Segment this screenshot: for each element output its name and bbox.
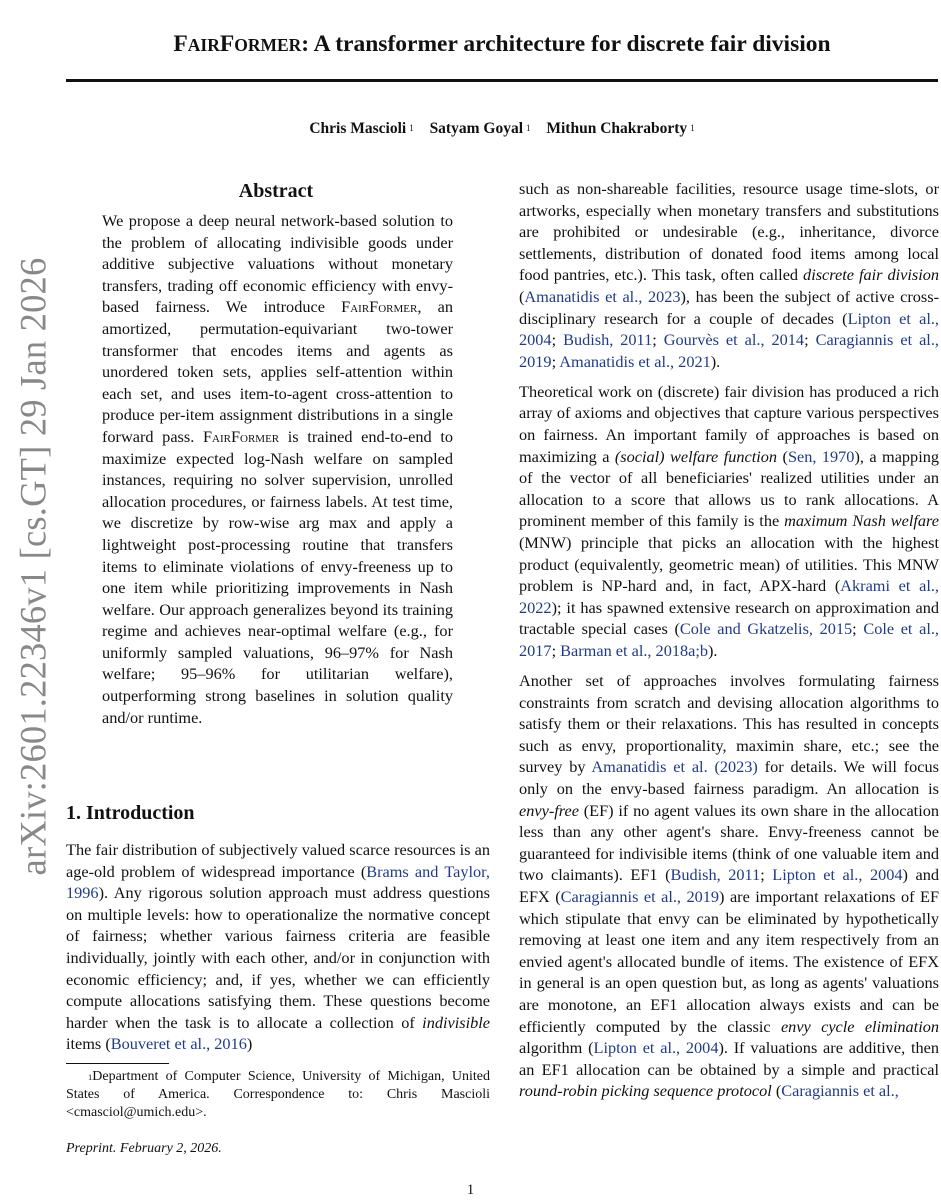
text: algorithm ( (519, 1038, 594, 1058)
text: ; (804, 330, 816, 350)
emphasis: envy cycle elimination (780, 1016, 939, 1036)
preprint-note: Preprint. February 2, 2026. (66, 1141, 222, 1156)
abstract-part: and apply a lightweight post-processing routine that transfers items to eliminate violations of envy-freeness up to one item while prioritizing improvements in Nash welfare. Our approach generalizes beyond its training regime and achieves near-optimal welfare (e.g., for uniformly sampled valuations, 96–97% for Nash welfare; 95–96% for utilitarian welfare), outperforming strong baselines in solution quality and/or runtime. (102, 513, 453, 727)
emphasis: discrete fair division (803, 265, 939, 285)
author (430, 120, 531, 137)
emphasis: maximum Nash welfare (784, 511, 940, 531)
paper-title (66, 28, 938, 61)
citation-link[interactable]: Cole et al., 2017 (519, 619, 939, 660)
citation-link[interactable]: Caragiannis et al., 2019 (560, 887, 720, 906)
citation-link[interactable]: Brams and Taylor, 1996 (66, 861, 490, 903)
abstract-heading: Abstract (238, 180, 314, 202)
text: (EF) if no agent values its own share in the allocation less than any other agent's share. Envy-freeness cannot be guaranteed for indivisible items (think of one valuable item and two claimants). EF1 ( (519, 800, 939, 885)
text: Theoretical work on (discrete) fair division has produced a rich array of axioms and objectives that capture various perspectives on fairness. An important family of approaches is based on maximizing a (519, 381, 939, 466)
paragraph (519, 381, 939, 662)
text: ). (708, 640, 718, 660)
author-name: Chris Mascioli (309, 120, 407, 137)
author-name: Mithun Chakraborty (546, 120, 688, 137)
text: ). (710, 351, 721, 371)
footnote-rule (66, 1063, 169, 1064)
text: The fair distribution of subjectively valued scarce resources is an age-old problem of widespread importance ( (66, 840, 490, 881)
citation-link[interactable]: Lipton et al., 2004 (593, 1038, 719, 1058)
citation-link[interactable]: Gourvès et al., 2014 (663, 330, 805, 350)
text: ; (551, 351, 560, 371)
page-number: 1 (466, 1182, 475, 1198)
model-name: FairFormer (341, 297, 418, 317)
text: ; (551, 330, 564, 350)
text: ; (760, 865, 773, 885)
text: ); it has spawned extensive research on approximation and tractable special cases ( (519, 597, 939, 639)
text: ). Any rigorous solution approach must address questions on multiple levels: how to operationalize the normative concept of fairness; whether various fairness criteria are feasible individually, jointly with each other, and/or in conjunction with economic efficiency; and, if yes, whether we can efficiently compute allocations satisfying them. These questions become harder when the task is to allocate a collection of (66, 883, 490, 1032)
section-heading-introduction: 1. Introduction (66, 802, 195, 824)
citation-link[interactable]: Cole and Gkatzelis, 2015 (679, 619, 853, 639)
emphasis: envy-free (519, 800, 579, 820)
text: ( (771, 1081, 782, 1101)
citation-link[interactable]: Budish, 2011 (563, 330, 653, 350)
abstract-part: We propose a deep neural network-based solution to the problem of allocating indivisible goods under additive subjective valuations without monetary transfers, trading off economic efficiency with envy-based fairness. We introduce (102, 211, 453, 317)
text: Another set of approaches involves formulating fairness constraints from scratch and devising allocation algorithms to satisfy them or their relaxations. This has resulted in concepts such as envy, proportionality, maximin share, etc.; see the survey by (519, 671, 939, 777)
footnote-affiliation (66, 1068, 490, 1122)
citation-link[interactable]: Bouveret et al., 2016 (110, 1034, 247, 1054)
arxiv-watermark-text: arXiv:2601.22346v1 [cs.GT] 29 Jan 2026 (12, 257, 54, 875)
abstract-part: is trained end-to-end to maximize expected log-Nash welfare on sampled instances, requiring no solver supervision, unrolled allocation procedures, or fairness labels. At test time, we discretize by row-wise (102, 426, 453, 533)
text: ), has been the subject of active cross-disciplinary research for a couple of decades ( (519, 286, 939, 328)
citation-link[interactable]: Amanatidis et al., 2023 (524, 286, 681, 306)
text: ). If valuations are additive, then an EF1 allocation can be obtained by a simple and practical (519, 1038, 940, 1079)
title-rule (66, 79, 938, 82)
abstract-text (102, 210, 453, 728)
title-letter: F (219, 31, 235, 57)
text: ( (519, 286, 525, 306)
model-name: FairFormer (202, 426, 280, 446)
emphasis: indivisible (422, 1012, 490, 1032)
citation-link[interactable]: Caragiannis et al., 2019 (519, 330, 939, 371)
citation-link[interactable]: Budish, 2011 (670, 865, 761, 885)
abstract-part: , an amortized, permutation-equivariant two-tower transformer that encodes items and agents as unordered token sets, applies self-attention within each set, and uses item-to-agent cross-attention to produce per-item assignment distributions in a single forward pass. (102, 297, 453, 446)
citation-link[interactable]: Amanatidis et al. (2023) (591, 757, 758, 777)
author (309, 120, 413, 137)
math-argmax: arg max (298, 513, 358, 533)
text: ; (551, 640, 561, 660)
citation-link[interactable]: Barman et al., 2018a;b (560, 640, 709, 660)
paragraph (519, 178, 939, 372)
text: (MNW) principle that picks an allocation with the highest product (equivalently, geometric mean) of utilities. This MNW problem is NP-hard and, in fact, APX-hard ( (519, 533, 939, 596)
footnote-mark: 1 (88, 1072, 93, 1082)
title-subtitle: : A transformer architecture for discrete fair division (301, 31, 831, 57)
citation-link[interactable]: Caragiannis et al., (781, 1081, 899, 1101)
title-smallcaps: ORMER (234, 35, 302, 55)
text: ) and EFX ( (519, 865, 940, 906)
emphasis: round-robin picking sequence protocol (519, 1081, 772, 1101)
affiliation-mark: 1 (690, 123, 695, 133)
text: ), a mapping of the vector of all beneficiaries' realized utilities under an allocation to a score that allows us to rank allocations. A prominent member of this family is the (519, 446, 940, 531)
citation-link[interactable]: Lipton et al., 2004 (772, 865, 903, 885)
citation-link[interactable]: Lipton et al., 2004 (519, 308, 940, 350)
text: ) are important relaxations of EF which stipulate that envy can be eliminated by hypothetically removing at least one item and any item respectively from an envied agent's allocated bundle of items. The existence of EFX in general is an open question but, as long as agents' valuations are monotone, an EF1 allocation always exists and can be efficiently computed by the classic (519, 887, 939, 1036)
text: ) (246, 1034, 253, 1054)
emphasis: (social) welfare function (614, 446, 778, 466)
paragraph (519, 670, 939, 1102)
title-smallcaps: AIR (187, 35, 220, 55)
footnote-text: Department of Computer Science, University of Michigan, United States of America. Correspondence to: Chris Mascioli <cmasciol@umich.edu>. (66, 1069, 490, 1120)
text: ( (777, 446, 788, 466)
title-letter: F (173, 31, 188, 57)
affiliation-mark: 1 (409, 123, 414, 133)
text: for details. We will focus only on the envy-based fairness paradigm. An allocation is (519, 757, 940, 799)
citation-link[interactable]: Amanatidis et al., 2021 (559, 351, 711, 371)
author-name: Satyam Goyal (429, 120, 523, 137)
text: ; (652, 330, 664, 350)
right-column (519, 178, 939, 1110)
citation-link[interactable]: Akrami et al., 2022 (519, 576, 939, 617)
text: items ( (66, 1034, 111, 1054)
text: such as non-shareable facilities, resource usage time-slots, or artworks, especially when monetary transfers and substitutions are prohibited or undesirable (e.g., inheritance, divorce settlements, distribution of donated food items among local food pantries, etc.). This task, often called (519, 179, 939, 285)
author (546, 120, 694, 137)
introduction-paragraph (66, 839, 490, 1055)
author-list (66, 118, 938, 140)
citation-link[interactable]: Sen, 1970 (787, 446, 855, 466)
text: ; (852, 619, 864, 639)
affiliation-mark: 1 (526, 123, 531, 133)
arxiv-watermark (5, 236, 61, 896)
